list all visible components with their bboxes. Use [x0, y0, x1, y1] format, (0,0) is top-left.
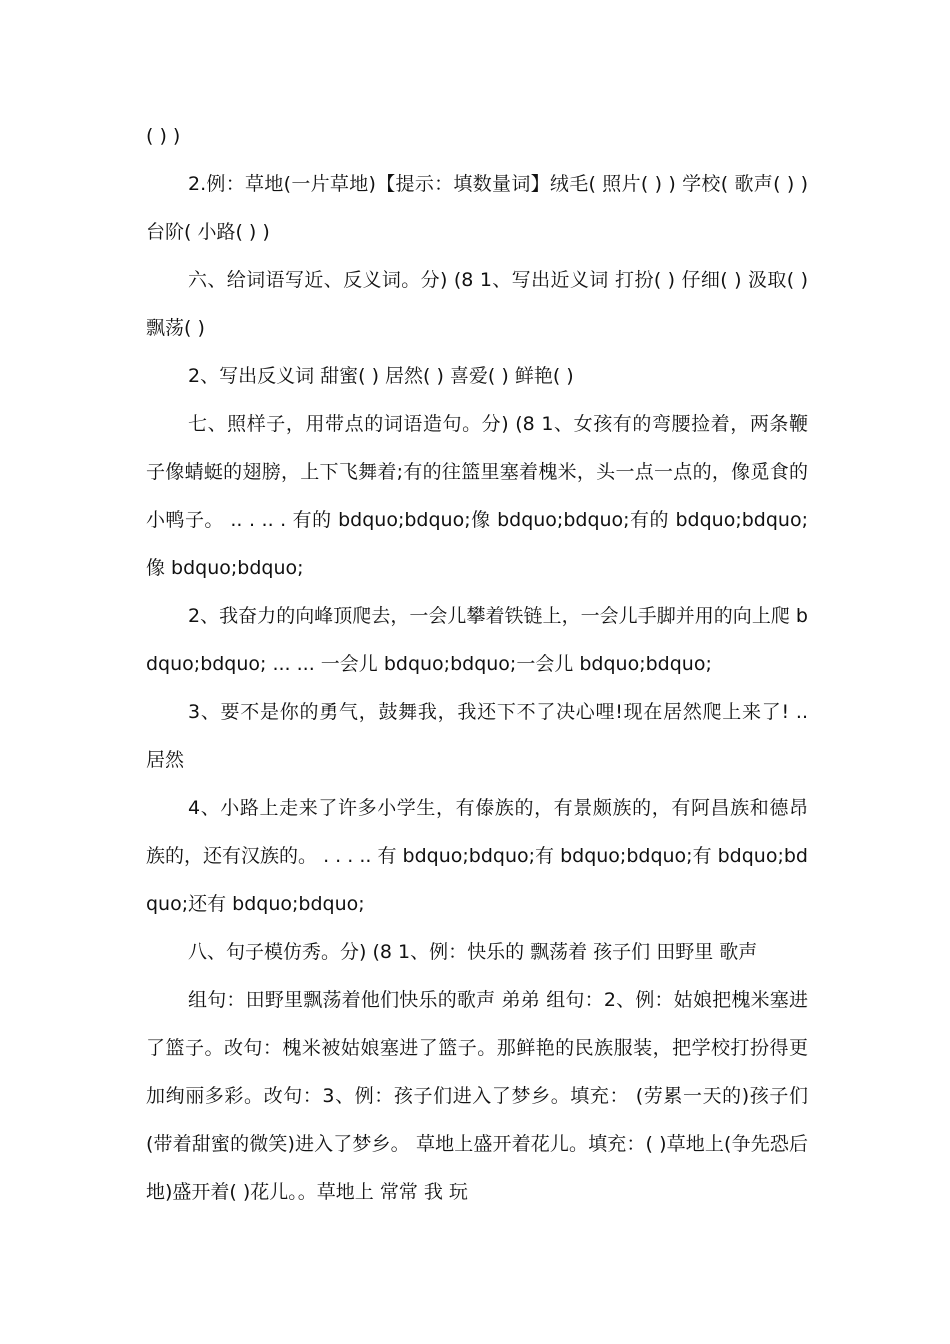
document-body: [146, 112, 808, 1216]
paragraph-section-seven-example: 七、照样子，用带点的词语造句。分) (8 1、女孩有的弯腰捡着，两条鞭子像蜻蜓的翅膀，上下飞舞着;有的往篮里塞着槐米，头一点一点的，像觅食的小鸭子。 .. . .. . 有的 bdquo;bdquo;像 bdquo;bdquo;有的 bdquo;bdquo;像 bdquo;bdquo;: [146, 413, 808, 579]
paragraph-section-eight-example: 八、句子模仿秀。分) (8 1、例：快乐的 飘荡着 孩子们 田野里 歌声: [188, 941, 758, 963]
paragraph-ethnic-groups-sentence: 4、小路上走来了许多小学生，有傣族的，有景颇族的，有阿昌族和德昂族的，还有汉族的。 . . . .. 有 bdquo;bdquo;有 bdquo;bdquo;有 bdquo;bdquo;还有 bdquo;bdquo;: [146, 797, 808, 915]
paragraph-measure-words: 2.例：草地(一片草地)【提示：填数量词】绒毛( 照片( ) ) 学校( 歌声( ) ) 台阶( 小路( ) ): [146, 173, 808, 243]
paragraph-continuation: ( ) ): [146, 125, 181, 147]
paragraph-climbing-sentence: 2、我奋力的向峰顶爬去，一会儿攀着铁链上，一会儿手脚并用的向上爬 bdquo;bdquo; ... ... 一会儿 bdquo;bdquo;一会儿 bdquo;bdquo;: [146, 605, 808, 675]
paragraph-courage-sentence: 3、要不是你的勇气，鼓舞我，我还下不了决心哩!现在居然爬上来了! .. 居然: [146, 701, 808, 771]
paragraph-antonyms: 2、写出反义词 甜蜜( ) 居然( ) 喜爱( ) 鲜艳( ): [188, 365, 574, 387]
paragraph-section-six-synonyms: 六、给词语写近、反义词。分) (8 1、写出近义词 打扮( ) 仔细( ) 汲取( ) 飘荡( ): [146, 269, 808, 339]
paragraph-sentence-rewrite: 组句：田野里飘荡着他们快乐的歌声 弟弟 组句：2、例：姑娘把槐米塞进了篮子。改句：槐米被姑娘塞进了篮子。那鲜艳的民族服装，把学校打扮得更加绚丽多彩。改句：3、例：孩子们进入了梦乡。填充： (劳累一天的)孩子们(带着甜蜜的微笑)进入了梦乡。 草地上盛开着花儿。填充：( )草地上(争先恐后地)盛开着( )花儿。。草地上 常常 我 玩: [146, 989, 808, 1203]
